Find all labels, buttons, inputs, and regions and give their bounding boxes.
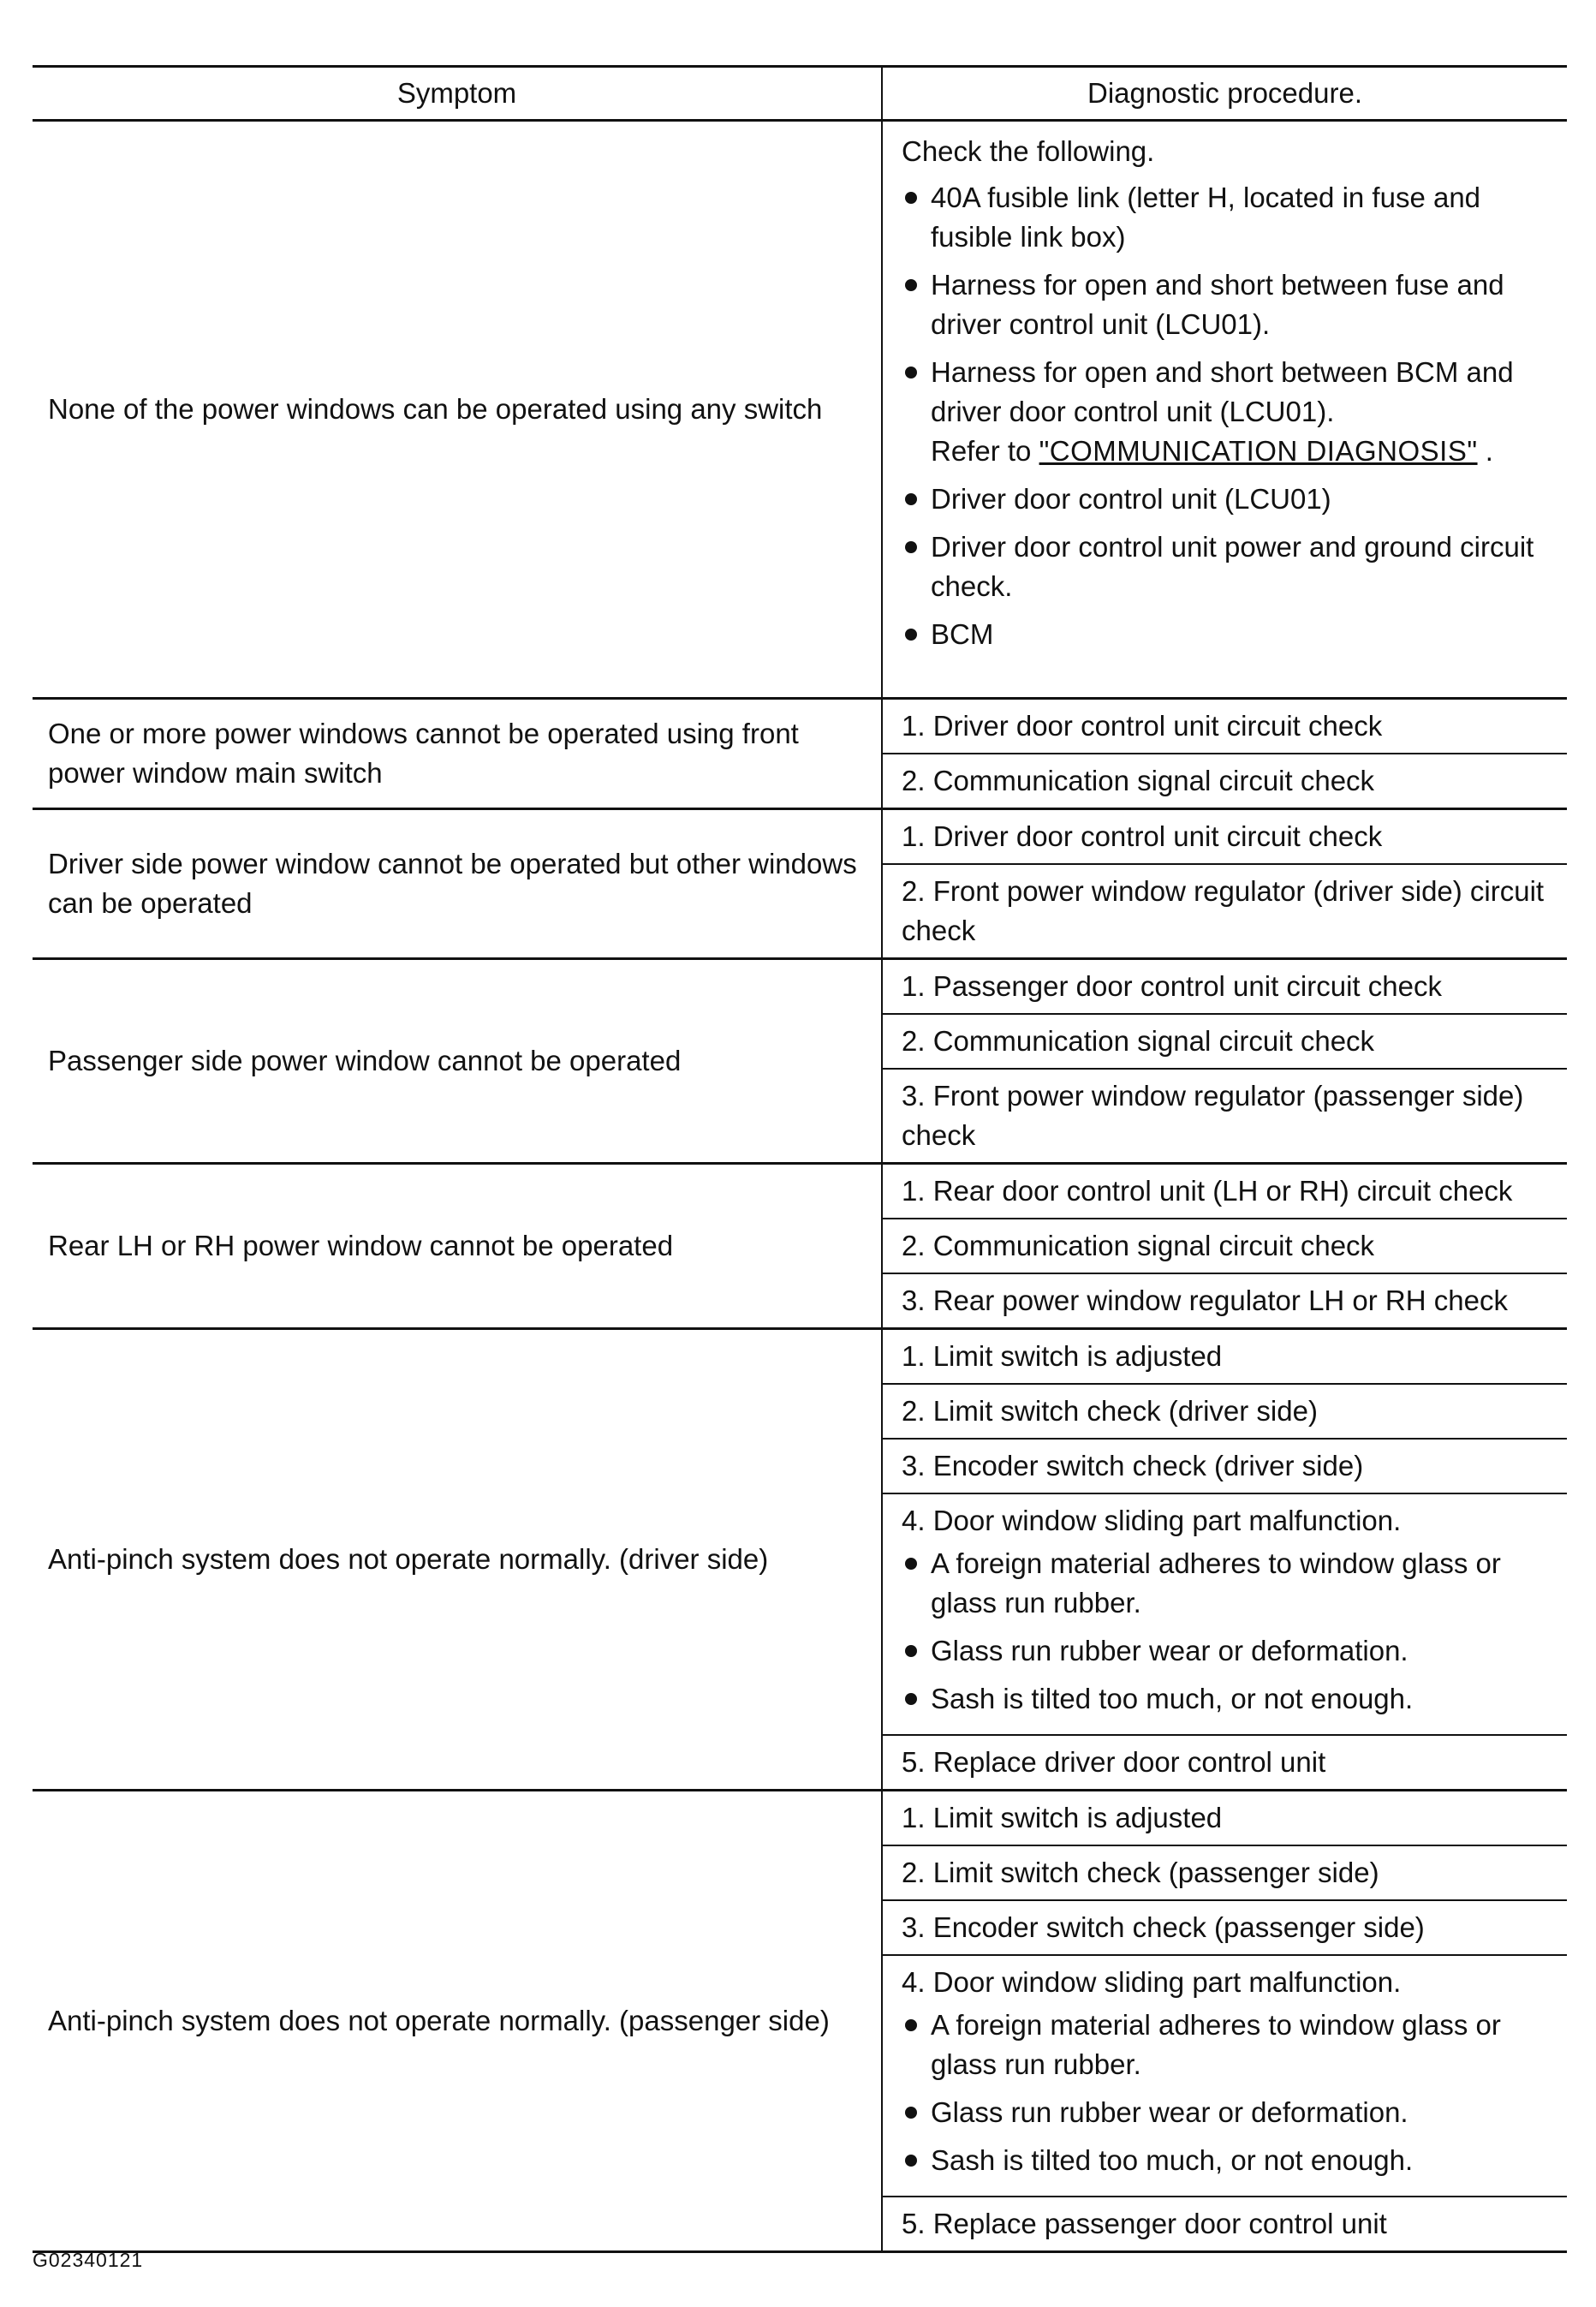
procedure-step: 2. Limit switch check (driver side) xyxy=(882,1384,1567,1439)
symptom-cell: Driver side power window cannot be operated but other windows can be operated xyxy=(33,809,882,959)
procedure-step: 2. Communication signal circuit check xyxy=(882,754,1567,809)
symptom-cell: Anti-pinch system does not operate normally. (driver side) xyxy=(33,1329,882,1791)
bullet-text: Driver door control unit (LCU01) xyxy=(931,483,1331,515)
bullet-text: A foreign material adheres to window glass or glass run rubber. xyxy=(931,2009,1501,2080)
diagnosis-table-container xyxy=(33,65,1567,2253)
symptom-cell: Anti-pinch system does not operate normally. (passenger side) xyxy=(33,1791,882,2252)
procedure-step: 1. Rear door control unit (LH or RH) circuit check xyxy=(882,1164,1567,1219)
bullet-item xyxy=(902,2006,1558,2084)
bullet-text: 40A fusible link (letter H, located in fuse and fusible link box) xyxy=(931,182,1481,253)
bullet-icon xyxy=(905,192,917,204)
bullet-text: Driver door control unit power and ground circuit check. xyxy=(931,531,1534,602)
bullet-text: Glass run rubber wear or deformation. xyxy=(931,2096,1408,2128)
bullet-icon xyxy=(905,493,917,505)
bullet-icon xyxy=(905,1558,917,1570)
procedure-step-with-bullets xyxy=(882,1493,1567,1735)
bullet-icon xyxy=(905,279,917,291)
bullet-icon xyxy=(905,1645,917,1657)
bullet-item xyxy=(902,615,1558,654)
bullet-text: BCM xyxy=(931,618,994,650)
bullet-text: Sash is tilted too much, or not enough. xyxy=(931,2144,1414,2176)
procedure-step: 2. Communication signal circuit check xyxy=(882,1219,1567,1273)
bullet-text: A foreign material adheres to window glass or glass run rubber. xyxy=(931,1547,1501,1618)
bullet-main-text: Harness for open and short between BCM and driver door control unit (LCU01). xyxy=(931,356,1514,427)
figure-id: G02340121 xyxy=(33,2249,144,2271)
communication-diagnosis-link[interactable]: "COMMUNICATION DIAGNOSIS" xyxy=(1039,435,1478,467)
bullet-item xyxy=(902,1631,1558,1671)
bullet-item xyxy=(902,178,1558,257)
symptom-cell: Rear LH or RH power window cannot be operated xyxy=(33,1164,882,1329)
table-row xyxy=(33,1329,1567,1385)
table-row xyxy=(33,809,1567,865)
bullet-item xyxy=(902,265,1558,344)
table-row xyxy=(33,1791,1567,1846)
table-row xyxy=(33,699,1567,754)
procedure-intro: Check the following. xyxy=(902,135,1155,167)
step-text: 4. Door window sliding part malfunction. xyxy=(902,1505,1402,1536)
bullet-icon xyxy=(905,2019,917,2031)
procedure-step: 5. Replace driver door control unit xyxy=(882,1735,1567,1791)
procedure-step: 5. Replace passenger door control unit xyxy=(882,2197,1567,2252)
procedure-step: 3. Rear power window regulator LH or RH check xyxy=(882,1273,1567,1329)
procedure-step: 1. Limit switch is adjusted xyxy=(882,1791,1567,1846)
bullet-text: Harness for open and short between fuse and driver control unit (LCU01). xyxy=(931,269,1504,340)
table-row xyxy=(33,121,1567,699)
table-row xyxy=(33,1164,1567,1219)
procedure-step-with-bullets xyxy=(882,1955,1567,2197)
procedure-step: 1. Limit switch is adjusted xyxy=(882,1329,1567,1385)
bullet-icon xyxy=(905,2107,917,2119)
bullet-text: Glass run rubber wear or deformation. xyxy=(931,1635,1408,1666)
symptom-cell: One or more power windows cannot be operated using front power window main switch xyxy=(33,699,882,809)
procedure-step: 1. Driver door control unit circuit check xyxy=(882,809,1567,865)
procedure-step: 2. Communication signal circuit check xyxy=(882,1014,1567,1069)
bullet-item xyxy=(902,1544,1558,1623)
bullet-icon xyxy=(905,541,917,553)
procedure-step: 3. Front power window regulator (passenger side) check xyxy=(882,1069,1567,1164)
procedure-step: 1. Driver door control unit circuit check xyxy=(882,699,1567,754)
bullet-icon xyxy=(905,2155,917,2167)
bullet-item xyxy=(902,528,1558,606)
bullet-icon xyxy=(905,629,917,641)
procedure-cell xyxy=(882,121,1567,699)
symptom-column-header: Symptom xyxy=(33,67,882,121)
step-text: 4. Door window sliding part malfunction. xyxy=(902,1966,1402,1998)
bullet-item xyxy=(902,1679,1558,1719)
bullet-icon xyxy=(905,1693,917,1705)
procedure-step: 2. Limit switch check (passenger side) xyxy=(882,1845,1567,1900)
bullet-item xyxy=(902,353,1558,471)
procedure-step: 3. Encoder switch check (driver side) xyxy=(882,1439,1567,1493)
bullet-item xyxy=(902,2141,1558,2180)
symptom-diagnosis-table xyxy=(33,65,1567,2253)
bullet-text: Sash is tilted too much, or not enough. xyxy=(931,1683,1414,1714)
bullet-text xyxy=(931,353,1558,471)
refer-suffix: . xyxy=(1477,435,1493,467)
procedure-step: 3. Encoder switch check (passenger side) xyxy=(882,1900,1567,1955)
bullet-item xyxy=(902,2093,1558,2132)
refer-prefix: Refer to xyxy=(931,435,1039,467)
bullet-item xyxy=(902,480,1558,519)
procedure-column-header: Diagnostic procedure. xyxy=(882,67,1567,121)
table-row xyxy=(33,959,1567,1015)
bullet-icon xyxy=(905,367,917,379)
procedure-step: 2. Front power window regulator (driver side) circuit check xyxy=(882,864,1567,959)
symptom-cell: Passenger side power window cannot be operated xyxy=(33,959,882,1164)
procedure-step: 1. Passenger door control unit circuit check xyxy=(882,959,1567,1015)
symptom-cell: None of the power windows can be operated using any switch xyxy=(33,121,882,699)
table-header-row xyxy=(33,67,1567,121)
